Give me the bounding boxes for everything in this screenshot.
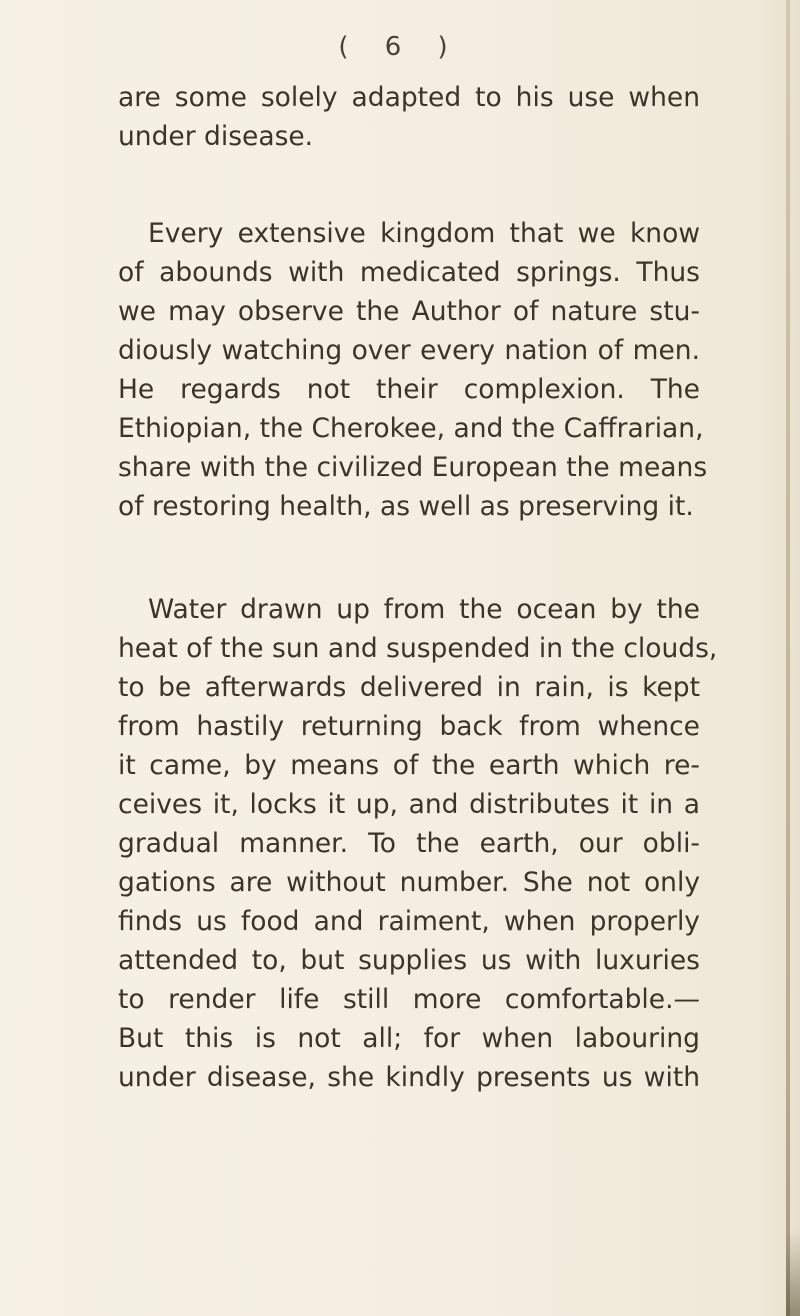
text-line: Ethiopian, the Cherokee, and the Caffrarian, — [118, 413, 704, 444]
paragraph-springs — [118, 214, 708, 526]
page-edge-shadow — [786, 0, 790, 1316]
text-line: we may observe the Author of nature stu- — [118, 296, 700, 327]
text-line: He regards not their complexion. The — [118, 374, 700, 405]
text-line: of abounds with medicated springs. Thus — [118, 257, 700, 288]
text-line: Water drawn up from the ocean by the — [148, 594, 700, 625]
page-number: ( 6 ) — [338, 32, 462, 62]
text-line: to render life still more comfortable.— — [118, 984, 700, 1015]
text-line: attended to, but supplies us with luxuries — [118, 945, 700, 976]
paragraph-water — [118, 590, 718, 1097]
text-line: gations are without number. She not only — [118, 867, 700, 898]
text-line: of restoring health, as well as preserving it. — [118, 491, 694, 522]
text-line: Every extensive kingdom that we know — [148, 218, 700, 249]
text-line: from hastily returning back from whence — [118, 711, 700, 742]
text-line: diously watching over every nation of men. — [118, 335, 700, 366]
page-corner-shadow — [786, 1230, 800, 1316]
text-line: are some solely adapted to his use when — [118, 82, 700, 113]
text-line: ceives it, locks it up, and distributes it in a — [118, 789, 700, 820]
text-line: gradual manner. To the earth, our obli- — [118, 828, 700, 859]
text-line: finds us food and raiment, when properly — [118, 906, 700, 937]
text-line: under disease, she kindly presents us with — [118, 1062, 700, 1093]
paragraph-continuation — [118, 78, 700, 156]
text-line: under disease. — [118, 121, 314, 152]
text-line: it came, by means of the earth which re- — [118, 750, 700, 781]
text-line: to be afterwards delivered in rain, is kept — [118, 672, 700, 703]
text-line: share with the civilized European the means — [118, 452, 708, 483]
text-line: heat of the sun and suspended in the clouds, — [118, 633, 718, 664]
text-line: But this is not all; for when labouring — [118, 1023, 700, 1054]
